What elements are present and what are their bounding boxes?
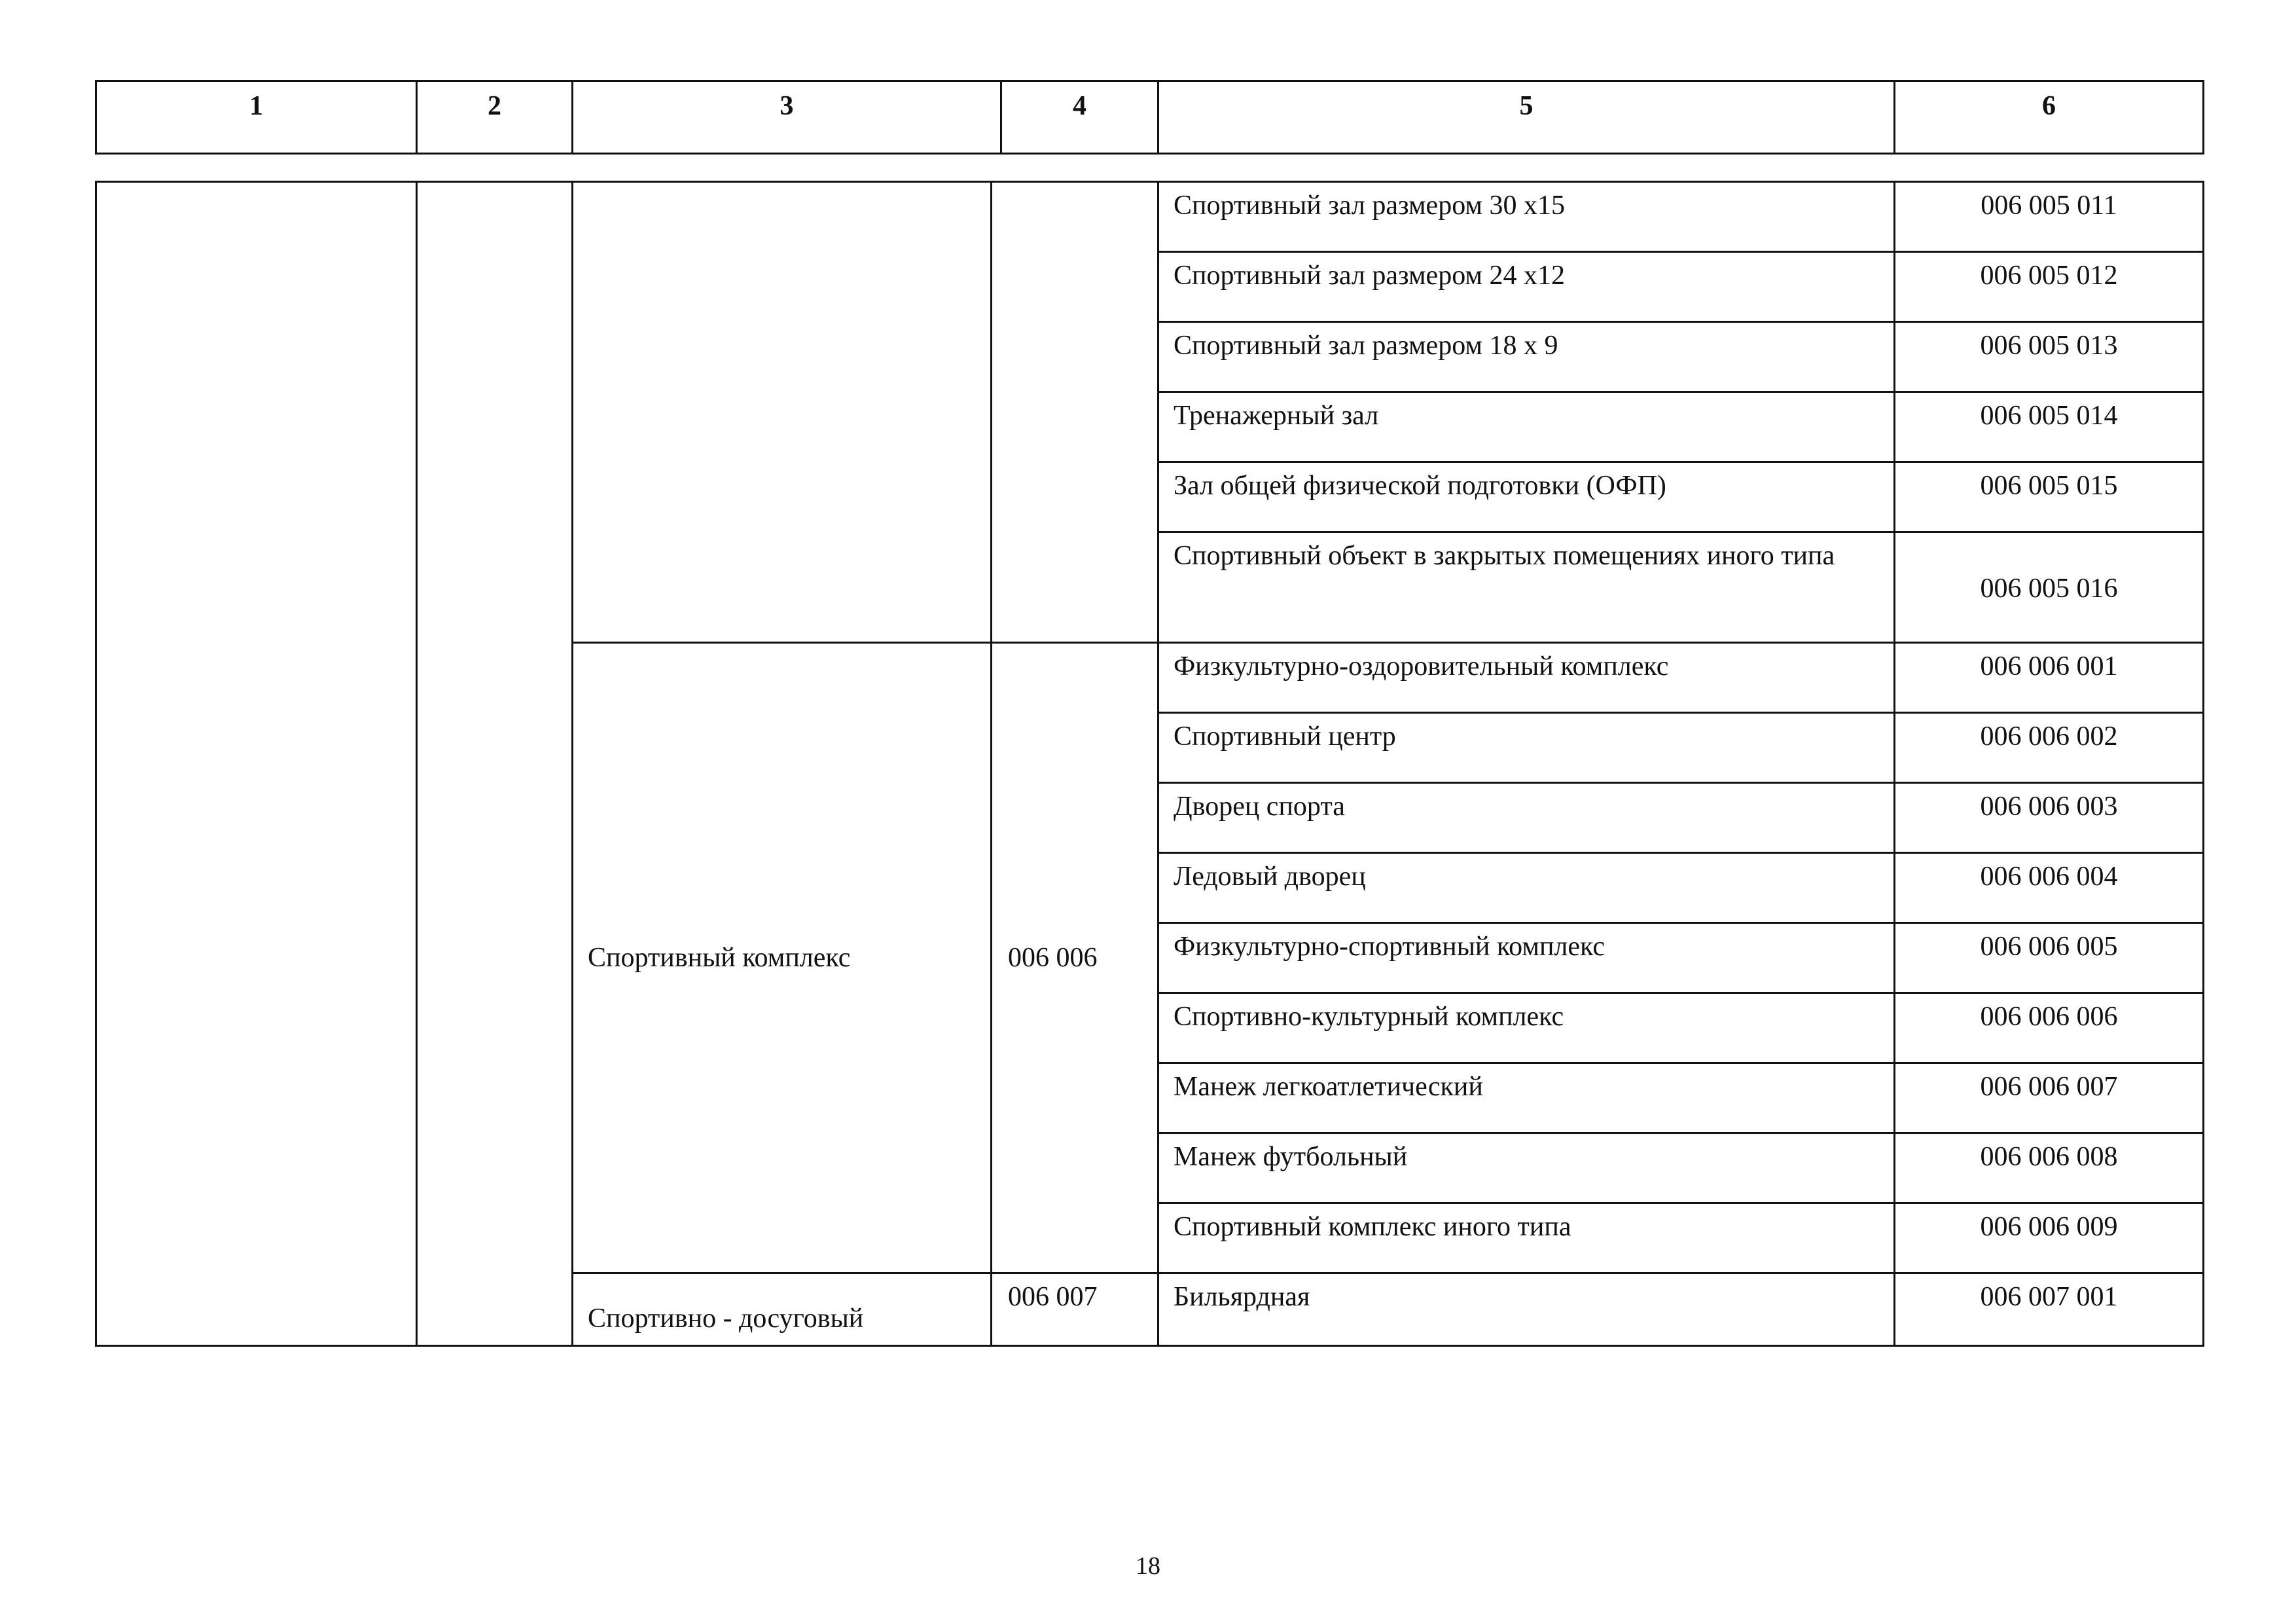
classifier-table [95, 181, 2204, 1347]
table-row [96, 182, 2204, 252]
group-005-name-cell [573, 182, 992, 643]
item-name: Дворец спорта [1158, 783, 1895, 853]
item-name: Спортивно-культурный комплекс [1158, 993, 1895, 1063]
item-code: 006 005 011 [1895, 182, 2204, 252]
item-name: Спортивный зал размером 30 х15 [1158, 182, 1895, 252]
header-col-6: 6 [1895, 81, 2204, 154]
item-name: Физкультурно-спортивный комплекс [1158, 923, 1895, 993]
item-name: Ледовый дворец [1158, 853, 1895, 923]
item-name: Спортивный зал размером 24 х12 [1158, 252, 1895, 322]
item-name: Манеж легкоатлетический [1158, 1063, 1895, 1133]
header-col-5: 5 [1158, 81, 1895, 154]
item-code: 006 006 007 [1895, 1063, 2204, 1133]
item-code: 006 006 005 [1895, 923, 2204, 993]
item-name: Спортивный центр [1158, 713, 1895, 783]
header-row [96, 81, 2204, 154]
item-code: 006 006 009 [1895, 1203, 2204, 1273]
item-code: 006 006 003 [1895, 783, 2204, 853]
col-2-blank-cell [417, 182, 573, 1346]
item-code: 006 006 006 [1895, 993, 2204, 1063]
item-code: 006 006 002 [1895, 713, 2204, 783]
item-code: 006 005 014 [1895, 392, 2204, 462]
column-number-header [95, 80, 2204, 155]
item-name: Тренажерный зал [1158, 392, 1895, 462]
item-name: Спортивный комплекс иного типа [1158, 1203, 1895, 1273]
item-code: 006 006 001 [1895, 643, 2204, 713]
item-name: Спортивный зал размером 18 х 9 [1158, 322, 1895, 392]
item-code: 006 005 015 [1895, 462, 2204, 532]
item-code: 006 006 008 [1895, 1133, 2204, 1203]
group-006-code: 006 006 [992, 643, 1158, 1273]
page-number: 18 [1136, 1552, 1160, 1580]
group-007-name: Спортивно - досуговый [573, 1273, 992, 1346]
item-name: Бильярдная [1158, 1273, 1895, 1346]
item-name: Спортивный объект в закрытых помещениях иного типа [1158, 532, 1895, 643]
item-code: 006 005 012 [1895, 252, 2204, 322]
item-code: 006 005 016 [1895, 532, 2204, 643]
item-code: 006 005 013 [1895, 322, 2204, 392]
item-code: 006 006 004 [1895, 853, 2204, 923]
group-007-code: 006 007 [992, 1273, 1158, 1346]
item-name: Зал общей физической подготовки (ОФП) [1158, 462, 1895, 532]
header-col-4: 4 [1001, 81, 1158, 154]
header-col-1: 1 [96, 81, 417, 154]
header-col-2: 2 [417, 81, 573, 154]
header-col-3: 3 [573, 81, 1001, 154]
item-name: Физкультурно-оздоровительный комплекс [1158, 643, 1895, 713]
col-1-blank-cell [96, 182, 417, 1346]
group-006-name: Спортивный комплекс [573, 643, 992, 1273]
item-name: Манеж футбольный [1158, 1133, 1895, 1203]
group-005-code-cell [992, 182, 1158, 643]
item-code: 006 007 001 [1895, 1273, 2204, 1346]
